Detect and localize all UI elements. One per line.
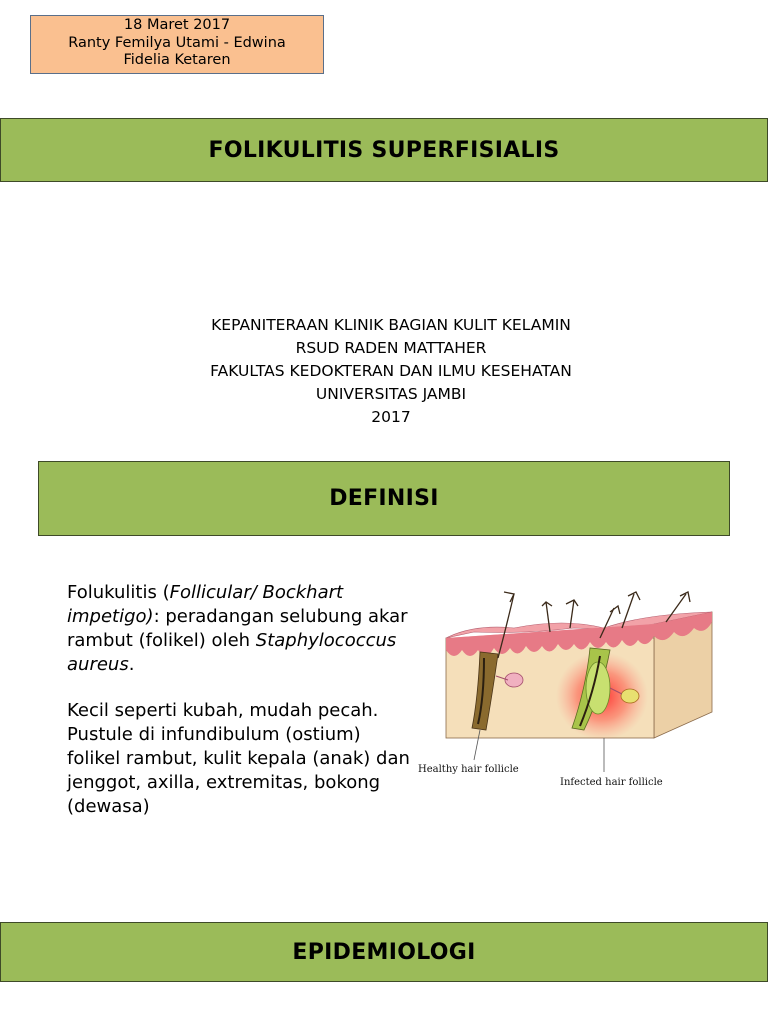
section-banner-epidemiologi	[0, 922, 768, 982]
definition-term-italic: Follicular/ Bockhart impetigo)	[67, 582, 344, 627]
section-banner-definisi	[38, 461, 730, 536]
date-text: 18 Maret 2017	[123, 17, 231, 33]
infected-follicle-label: Infected hair follicle	[560, 777, 663, 788]
section-heading: EPIDEMIOLOGI	[292, 939, 476, 965]
institution-line: RSUD RADEN MATTAHER	[295, 339, 487, 357]
definition-text-part: .	[128, 654, 135, 675]
title-banner	[0, 118, 768, 182]
page-title: FOLIKULITIS SUPERFISIALIS	[208, 137, 560, 163]
organism-name-italic: Staphylococcus aureus	[67, 630, 397, 675]
authors-text-line2: Fidelia Ketaren	[123, 52, 231, 68]
hair-follicle-illustration	[414, 588, 714, 798]
institution-line: FAKULTAS KEDOKTERAN DAN ILMU KESEHATAN	[210, 362, 572, 380]
definition-text-part: Folukulitis (	[67, 582, 170, 603]
author-info-box	[30, 15, 324, 74]
institution-line: KEPANITERAAN KLINIK BAGIAN KULIT KELAMIN	[211, 316, 571, 334]
healthy-follicle-label: Healthy hair follicle	[418, 764, 519, 775]
definition-text-part: : peradangan selubung akar rambut (folikel) oleh	[67, 606, 408, 651]
institution-line: UNIVERSITAS JAMBI	[315, 385, 467, 403]
definition-paragraph	[67, 581, 412, 677]
section-heading: DEFINISI	[329, 486, 439, 511]
definition-text	[67, 581, 412, 841]
authors-text-line1: Ranty Femilya Utami - Edwina	[68, 34, 286, 51]
description-paragraph: Kecil seperti kubah, mudah pecah. Pustule di infundibulum (ostium) folikel rambut, kulit kepala (anak) dan jenggot, axilla, extremitas, bokong (dewasa)	[67, 700, 410, 817]
institution-year: 2017	[371, 408, 411, 426]
institution-block	[0, 314, 768, 429]
